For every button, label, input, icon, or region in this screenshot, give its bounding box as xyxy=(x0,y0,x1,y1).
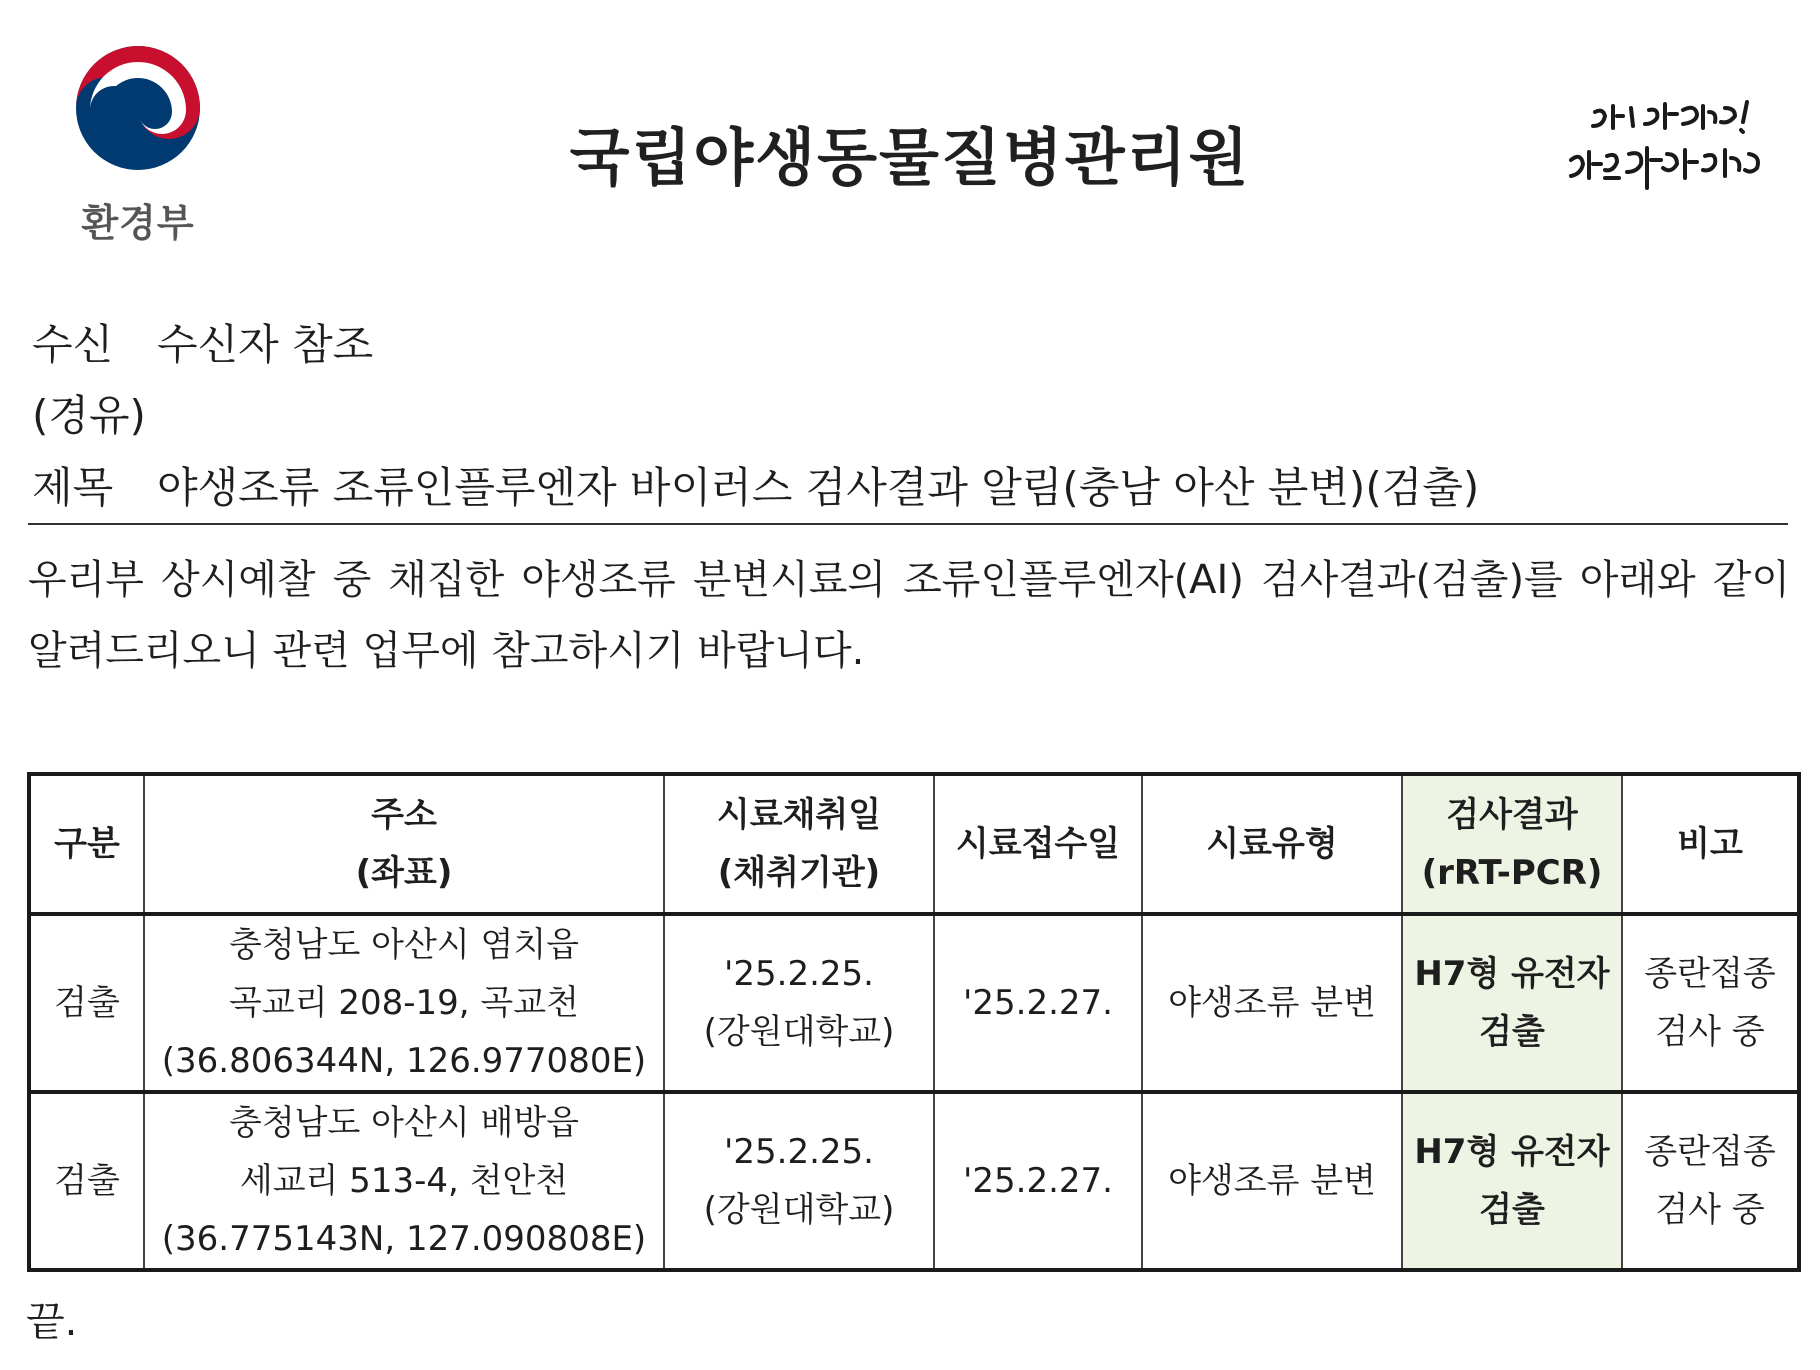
table-row xyxy=(29,1092,1799,1270)
cell-address: 충청남도 아산시 배방읍 세교리 513-4, 천안천 (36.775143N, 127.090808E) xyxy=(144,1092,664,1270)
cell-received: '25.2.27. xyxy=(934,1092,1142,1270)
result-table xyxy=(27,772,1801,1272)
recipient-value: 수신자 참조 xyxy=(157,320,374,369)
cell-result: H7형 유전자 검출 xyxy=(1402,1092,1622,1270)
recipient-label: 수신 xyxy=(32,320,114,369)
cell-result: H7형 유전자 검출 xyxy=(1402,914,1622,1092)
header-address: 주소 (좌표) xyxy=(144,774,664,914)
table-row xyxy=(29,914,1799,1092)
recipient-row xyxy=(32,312,373,372)
page-title: 국립야생동물질병관리원 xyxy=(569,121,1251,194)
cell-type: 검출 xyxy=(29,1092,144,1270)
cell-collected: '25.2.25. (강원대학교) xyxy=(664,1092,934,1270)
subject-label: 제목 xyxy=(32,463,114,512)
subject-value: 야생조류 조류인플루엔자 바이러스 검사결과 알림(충남 아산 분변)(검출) xyxy=(157,463,1480,512)
slogan-signature xyxy=(1565,98,1775,208)
via-row xyxy=(32,383,146,443)
cell-sample: 야생조류 분변 xyxy=(1142,914,1402,1092)
header-type: 구분 xyxy=(29,774,144,914)
cell-collected: '25.2.25. (강원대학교) xyxy=(664,914,934,1092)
cell-received: '25.2.27. xyxy=(934,914,1142,1092)
cell-address: 충청남도 아산시 염치읍 곡교리 208-19, 곡교천 (36.806344N, 126.977080E) xyxy=(144,914,664,1092)
header-received: 시료접수일 xyxy=(934,774,1142,914)
table-header-row xyxy=(29,774,1799,914)
cell-type: 검출 xyxy=(29,914,144,1092)
slogan-handwriting-icon xyxy=(1565,98,1775,208)
header-divider xyxy=(28,523,1788,525)
header-collected: 시료채취일 (채취기관) xyxy=(664,774,934,914)
cell-sample: 야생조류 분변 xyxy=(1142,1092,1402,1270)
via-label: (경유) xyxy=(32,391,146,440)
cell-note: 종란접종 검사 중 xyxy=(1622,1092,1799,1270)
ministry-name: 환경부 xyxy=(81,201,195,245)
body-paragraph: 우리부 상시예찰 중 채집한 야생조류 분변시료의 조류인플루엔자(AI) 검사결과(검출)를 아래와 같이 알려드리오니 관련 업무에 참고하시기 바랍니다. xyxy=(28,557,1790,674)
header-note: 비고 xyxy=(1622,774,1799,914)
cell-note: 종란접종 검사 중 xyxy=(1622,914,1799,1092)
header-sample: 시료유형 xyxy=(1142,774,1402,914)
end-mark: 끝. xyxy=(26,1299,78,1345)
subject-row xyxy=(32,455,1479,515)
header-result: 검사결과 (rRT-PCR) xyxy=(1402,774,1622,914)
